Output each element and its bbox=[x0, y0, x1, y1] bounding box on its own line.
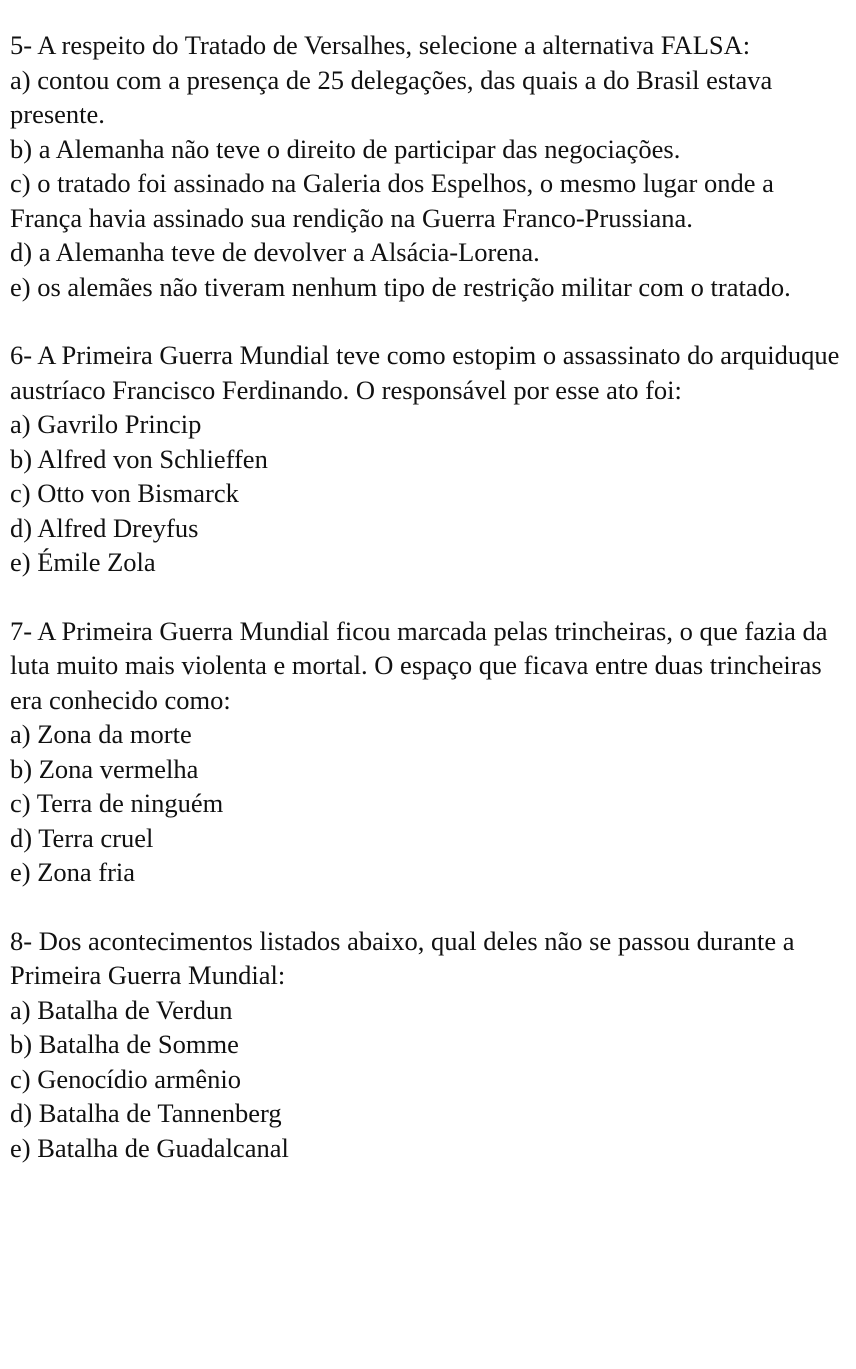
question-7-option-d: d) Terra cruel bbox=[10, 822, 154, 853]
question-6-text: 6- A Primeira Guerra Mundial teve como estopim o assassinato do arquiduque austríaco Francisco Ferdinando. O responsável por esse ato foi: bbox=[10, 340, 840, 405]
question-6-options bbox=[10, 407, 846, 580]
question-7-options bbox=[10, 717, 846, 890]
question-8-option-a: a) Batalha de Verdun bbox=[10, 994, 233, 1025]
question-8-option-d: d) Batalha de Tannenberg bbox=[10, 1098, 282, 1128]
question-6-option-b: b) Alfred von Schlieffen bbox=[10, 443, 268, 474]
question-6-option-a: a) Gavrilo Princip bbox=[10, 409, 202, 439]
question-5 bbox=[10, 28, 846, 304]
question-6-option-c: c) Otto von Bismarck bbox=[10, 478, 239, 508]
question-8 bbox=[10, 924, 846, 1166]
question-5-option-e: e) os alemães não tiveram nenhum tipo de restrição militar com o tratado. bbox=[10, 271, 791, 302]
question-5-option-d: d) a Alemanha teve de devolver a Alsácia-Lorena. bbox=[10, 237, 540, 267]
question-8-option-c: c) Genocídio armênio bbox=[10, 1063, 242, 1094]
question-5-option-b: b) a Alemanha não teve o direito de participar das negociações. bbox=[10, 133, 681, 164]
question-6-option-d: d) Alfred Dreyfus bbox=[10, 512, 199, 543]
question-5-option-a: a) contou com a presença de 25 delegações, das quais a do Brasil estava presente. bbox=[10, 64, 773, 129]
question-6-option-e: e) Émile Zola bbox=[10, 547, 156, 577]
question-5-option-c: c) o tratado foi assinado na Galeria dos Espelhos, o mesmo lugar onde a França havia assinado sua rendição na Guerra Franco-Prussiana. bbox=[10, 168, 774, 233]
question-7-option-b: b) Zona vermelha bbox=[10, 753, 199, 784]
question-7-text: 7- A Primeira Guerra Mundial ficou marcada pelas trincheiras, o que fazia da luta muito mais violenta e mortal. O espaço que ficava entre duas trincheiras era conhecido como: bbox=[10, 615, 828, 715]
question-5-options bbox=[10, 63, 846, 305]
question-8-options bbox=[10, 993, 846, 1166]
question-5-text: 5- A respeito do Tratado de Versalhes, selecione a alternativa FALSA: bbox=[10, 30, 751, 60]
question-7-option-a: a) Zona da morte bbox=[10, 719, 192, 749]
document-page bbox=[10, 28, 846, 1199]
question-8-text: 8- Dos acontecimentos listados abaixo, qual deles não se passou durante a Primeira Guerra Mundial: bbox=[10, 925, 795, 990]
question-8-option-b: b) Batalha de Somme bbox=[10, 1029, 239, 1059]
question-8-option-e: e) Batalha de Guadalcanal bbox=[10, 1132, 289, 1163]
question-7 bbox=[10, 614, 846, 890]
question-7-option-e: e) Zona fria bbox=[10, 857, 136, 887]
question-6 bbox=[10, 338, 846, 580]
question-7-option-c: c) Terra de ninguém bbox=[10, 788, 224, 818]
